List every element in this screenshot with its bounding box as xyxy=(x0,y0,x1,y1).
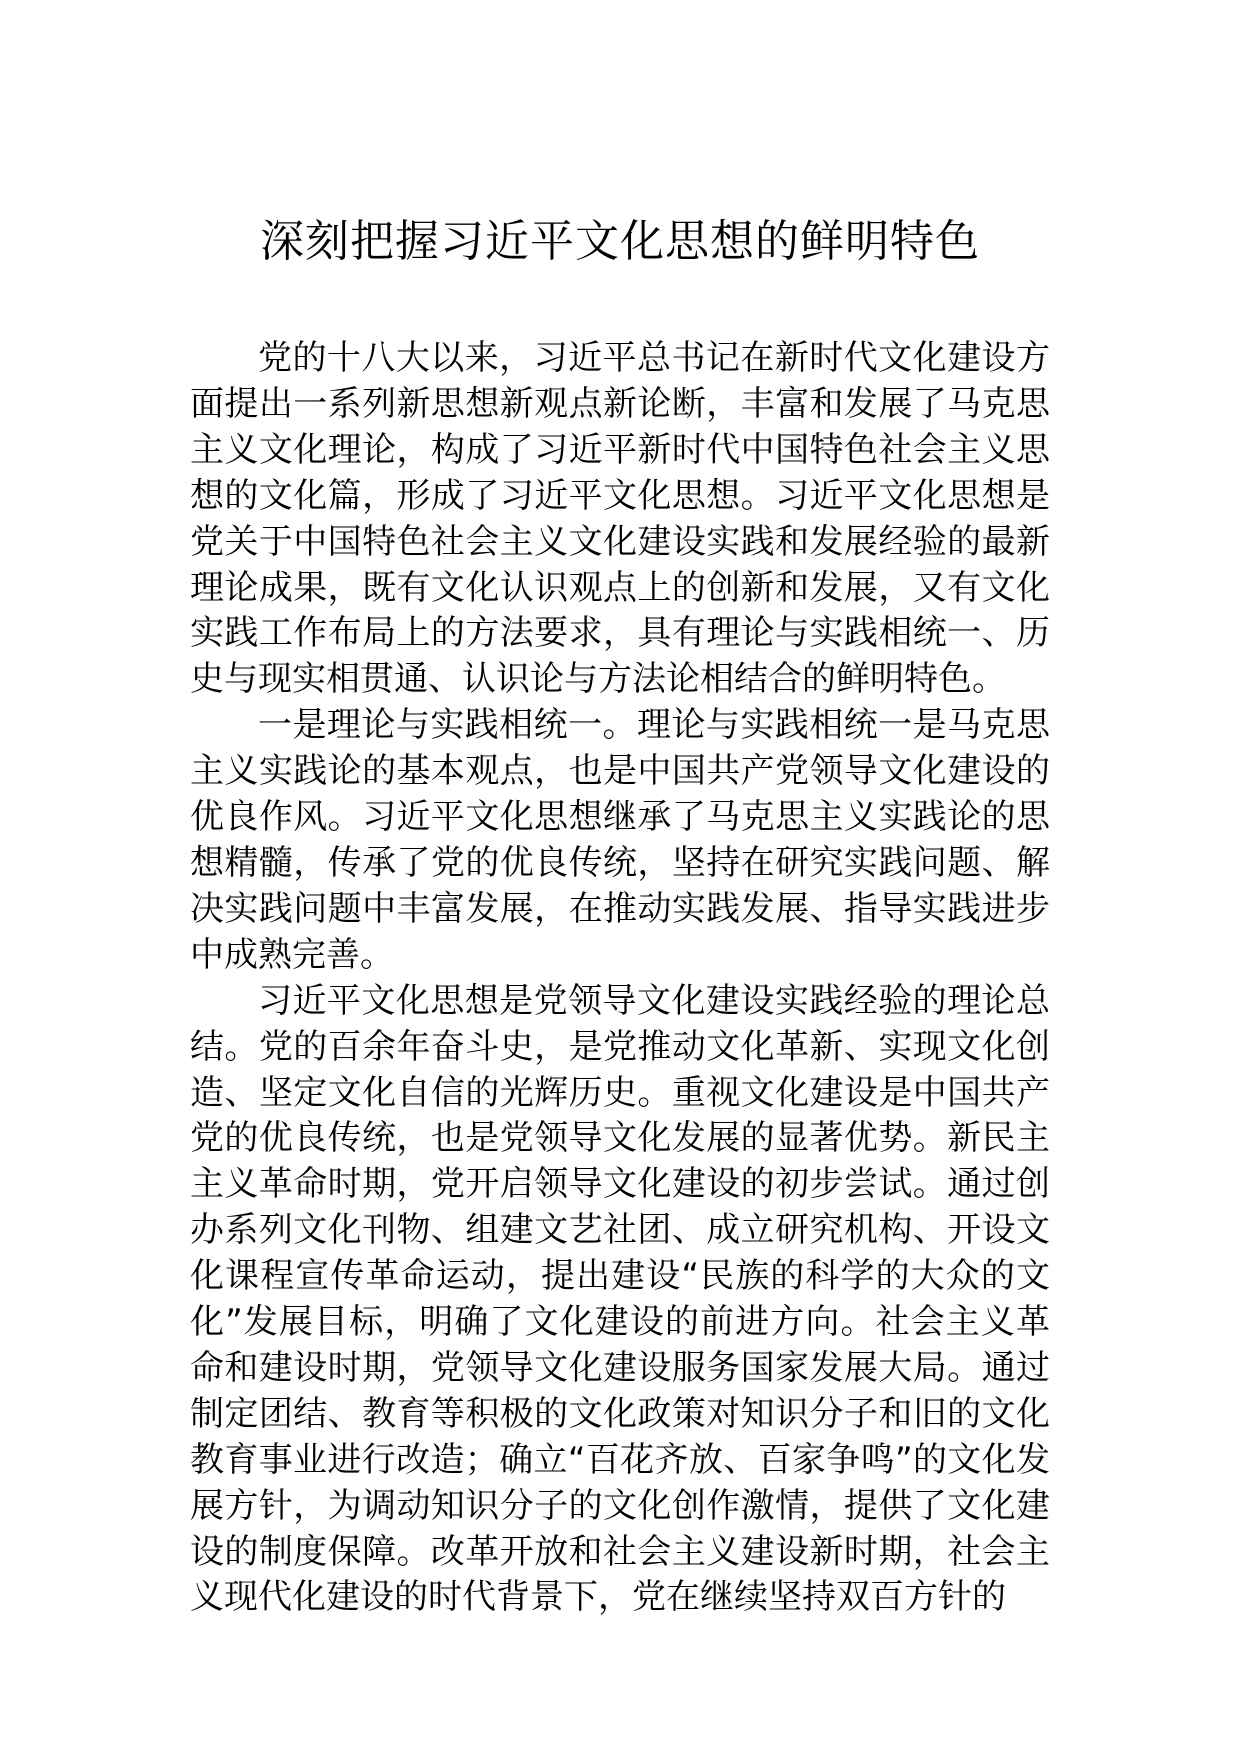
document-title: 深刻把握习近平文化思想的鲜明特色 xyxy=(260,216,980,267)
paragraph-practice-summary: 习近平文化思想是党领导文化建设实践经验的理论总结。党的百余年奋斗史，是党推动文化革新、实现文化创造、坚定文化自信的光辉历史。重视文化建设是中国共产党的优良传统，也是党领导文化发展的显著优势。新民主主义革命时期，党开启领导文化建设的初步尝试。通过创办系列文化刊物、组建文艺社团、成立研究机构、开设文化课程宣传革命运动，提出建设“民族的科学的大众的文化”发展目标，明确了文化建设的前进方向。社会主义革命和建设时期，党领导文化建设服务国家发展大局。通过制定团结、教育等积极的文化政策对知识分子和旧的文化教育事业进行改造；确立“百花齐放、百家争鸣”的文化发展方针，为调动知识分子的文化创作激情，提供了文化建设的制度保障。改革开放和社会主义建设新时期，社会主义现代化建设的时代背景下，党在继续坚持双百方针的 xyxy=(190,980,1050,1618)
paragraph-intro: 党的十八大以来，习近平总书记在新时代文化建设方面提出一系列新思想新观点新论断，丰富和发展了马克思主义文化理论，构成了习近平新时代中国特色社会主义思想的文化篇，形成了习近平文化思想。习近平文化思想是党关于中国特色社会主义文化建设实践和发展经验的最新理论成果，既有文化认识观点上的创新和发展，又有文化实践工作布局上的方法要求，具有理论与实践相统一、历史与现实相贯通、认识论与方法论相结合的鲜明特色。 xyxy=(190,338,1050,700)
paragraph-theory-practice: 一是理论与实践相统一。理论与实践相统一是马克思主义实践论的基本观点，也是中国共产党领导文化建设的优良作风。习近平文化思想继承了马克思主义实践论的思想精髓，传承了党的优良传统，坚持在研究实践问题、解决实践问题中丰富发展，在推动实践发展、指导实践进步中成熟完善。 xyxy=(190,705,1050,975)
document-body xyxy=(190,336,1050,1621)
